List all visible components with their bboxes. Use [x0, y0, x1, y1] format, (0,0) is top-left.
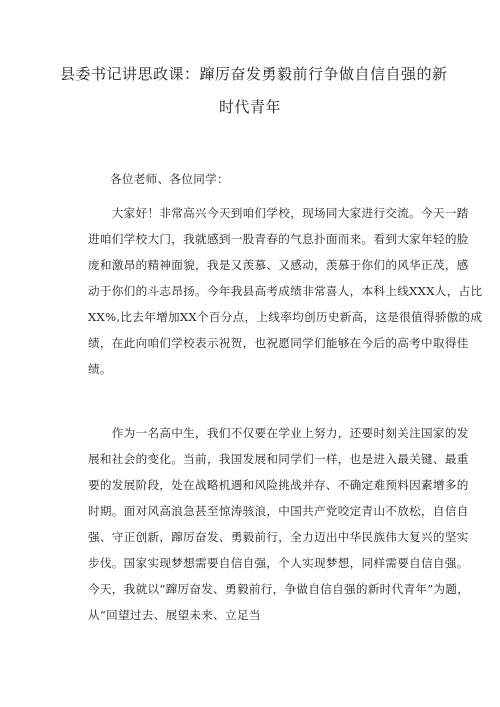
paragraph-2-line: 要的发展阶段，处在战略机遇和风险挑战并存、不确定难预料因素增多的	[88, 478, 469, 492]
paragraph-1	[88, 200, 483, 382]
paragraph-2-line: 从“回望过去、展望未来、立足当	[88, 608, 261, 622]
paragraph-2-line: 时期。面对风高浪急甚至惊涛骇浪，中国共产党咬定青山不放松，自信自	[88, 504, 469, 518]
paragraph-1-line: 大家好！非常高兴今天到咱们学校，现场同大家进行交流。今天一踏	[88, 206, 469, 220]
paragraph-1-line: 绩。	[88, 362, 112, 376]
paragraph-2-line: 步伐。国家实现梦想需要自信自强，个人实现梦想，同样需要自信自强。	[88, 556, 469, 570]
paragraph-2	[88, 420, 470, 628]
paragraph-1-line: 绩，在此向咱们学校表示祝贺，也祝愿同学们能够在今后的高考中取得佳	[88, 336, 469, 350]
document-title-line-2: 时代青年	[218, 98, 281, 116]
paragraph-1-line: XX%,比去年增加XX个百分点，上线率均创历史新高，这是很值得骄傲的成	[88, 310, 483, 324]
paragraph-1-line: 进咱们学校大门，我就感到一股青春的气息扑面而来。看到大家年轻的脸	[88, 232, 469, 246]
paragraph-2-line: 展和社会的变化。当前，我国发展和同学们一样，也是进入最关键、最重	[88, 452, 469, 466]
paragraph-1-line: 动于你们的斗志昂扬。今年我县高考成绩非常喜人，本科上线XXX人，占比	[88, 284, 483, 298]
document-title-line-1: 县委书记讲思政课：蹿厉奋发勇毅前行争做自信自强的新	[60, 65, 448, 83]
paragraph-2-line: 作为一名高中生，我们不仅要在学业上努力，还要时刻关注国家的发	[88, 426, 469, 440]
paragraph-2-line: 强、守正创新，蹿厉奋发、勇毅前行，全力迈出中华民族伟大复兴的坚实	[88, 530, 469, 544]
paragraph-1-line: 庞和激昂的精神面貌，我是又羡慕、又感动，羡慕于你们的风华正茂，感	[88, 258, 469, 272]
paragraph-2-line: 今天，我就以“蹿厉奋发、勇毅前行，争做自信自强的新时代青年”为题，	[88, 582, 470, 596]
greeting: 各位老师、各位同学：	[110, 172, 229, 186]
